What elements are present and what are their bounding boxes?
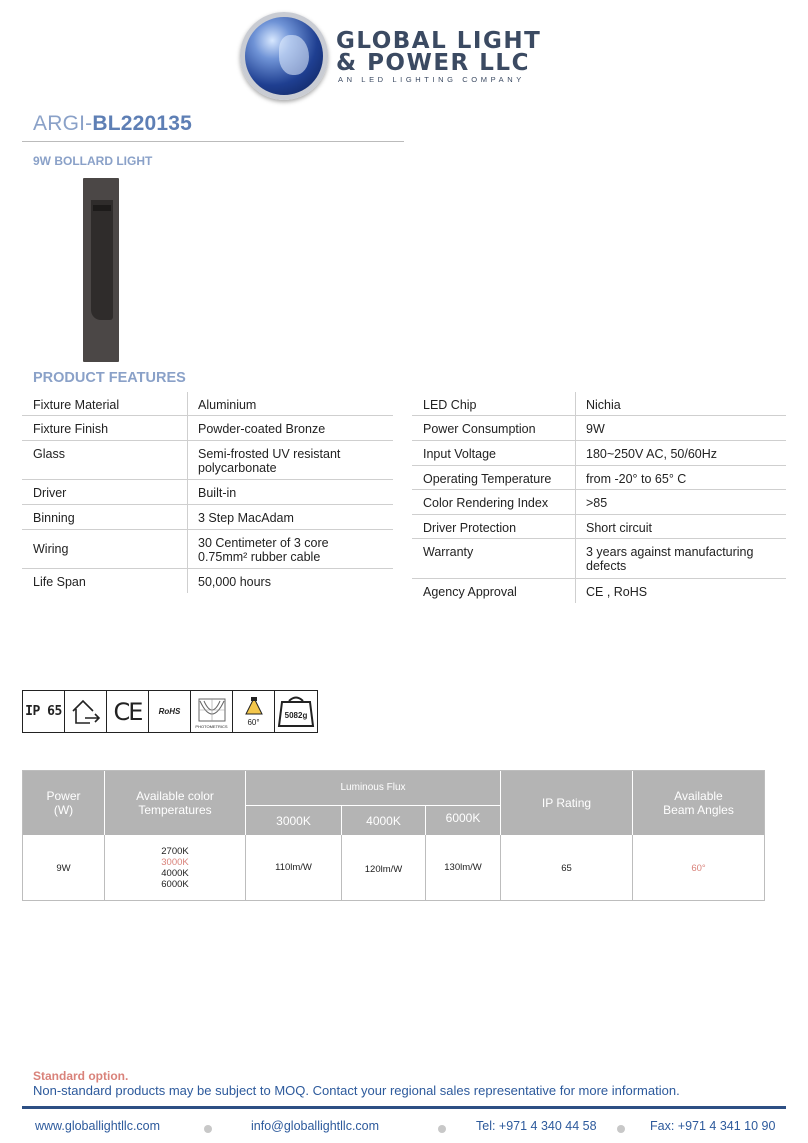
header-flux-3000: 3000K xyxy=(246,806,341,835)
features-table-right xyxy=(412,392,786,603)
feature-row: Input Voltage 180~250V AC, 50/60Hz xyxy=(412,441,786,466)
globe-icon xyxy=(240,12,328,100)
feature-row: Operating Temperature from -20° to 65° C xyxy=(412,466,786,490)
cell-color-temps: 2700K 3000K 4000K 6000K xyxy=(161,846,189,890)
outdoor-use-icon xyxy=(65,691,107,732)
cell-beam: 60° xyxy=(691,862,706,874)
feature-row: Wiring 30 Centimeter of 3 core 0.75mm² rubber cable xyxy=(22,530,393,569)
header-flux-6000: 6000K xyxy=(426,806,500,835)
header-luminous-flux: Luminous Flux xyxy=(246,771,500,805)
feature-row: Fixture Material Aluminium xyxy=(22,392,393,416)
logo-tagline: AN LED LIGHTING COMPANY xyxy=(338,75,525,84)
feature-row: Binning 3 Step MacAdam xyxy=(22,505,393,530)
weight-icon: 5082g xyxy=(275,691,317,732)
website-link[interactable]: www.globallightllc.com xyxy=(35,1119,161,1133)
product-name: 9W BOLLARD LIGHT xyxy=(33,154,153,168)
logo-line-2: & POWER LLC xyxy=(336,50,530,76)
cell-flux-4000: 120lm/W xyxy=(364,863,403,875)
photometrics-icon: PHOTOMETRICS xyxy=(191,691,233,732)
header-power: Power (W) xyxy=(23,771,104,835)
separator-dot xyxy=(438,1125,446,1133)
header-ip-rating: IP Rating xyxy=(501,771,632,835)
cell-power: 9W xyxy=(56,862,71,874)
separator-dot xyxy=(617,1125,625,1133)
cell-flux-6000: 130lm/W xyxy=(444,861,482,873)
feature-row: Driver Protection Short circuit xyxy=(412,515,786,539)
non-standard-note: Non-standard products may be subject to MOQ. Contact your regional sales representative for more information. xyxy=(33,1083,680,1098)
feature-row: Color Rendering Index >85 xyxy=(412,490,786,515)
footer-rule xyxy=(22,1106,786,1109)
separator-dot xyxy=(204,1125,212,1133)
phone-number: Tel: +971 4 340 44 58 xyxy=(476,1119,597,1133)
bollard-product-image xyxy=(83,178,119,362)
standard-option-note: Standard option. xyxy=(33,1069,129,1083)
feature-row: Fixture Finish Powder-coated Bronze xyxy=(22,416,393,441)
features-table-left xyxy=(22,392,393,593)
certification-icons xyxy=(22,690,318,733)
ce-mark-icon: CE xyxy=(107,691,149,732)
product-code: ARGI-BL220135 xyxy=(33,112,193,135)
cell-ip: 65 xyxy=(561,862,572,874)
feature-row: Power Consumption 9W xyxy=(412,416,786,441)
header-flux-4000: 4000K xyxy=(342,806,425,835)
feature-row: Agency Approval CE , RoHS xyxy=(423,585,648,599)
feature-row: Glass Semi-frosted UV resistant polycarbonate xyxy=(22,441,393,480)
feature-row: Warranty 3 years against manufacturing defects xyxy=(412,539,786,579)
header-beam-angles: Available Beam Angles xyxy=(633,771,764,835)
company-logo xyxy=(240,12,580,100)
cell-flux-3000: 110lm/W xyxy=(275,861,312,873)
feature-row: Driver Built-in xyxy=(22,480,393,505)
beam-angle-icon: 60° xyxy=(233,691,275,732)
features-heading: PRODUCT FEATURES xyxy=(33,370,186,386)
header-color-temps: Available color Temperatures xyxy=(105,771,245,835)
logo-line-1: GLOBAL LIGHT xyxy=(336,28,542,54)
spec-table xyxy=(22,770,765,901)
email-link[interactable]: info@globallightllc.com xyxy=(251,1119,380,1133)
feature-row: LED Chip Nichia xyxy=(412,392,786,416)
title-divider xyxy=(22,141,404,142)
rohs-icon: RoHS xyxy=(149,691,191,732)
feature-row: Life Span 50,000 hours xyxy=(33,575,271,589)
ip65-icon: IP 65 xyxy=(23,691,65,732)
fax-number: Fax: +971 4 341 10 90 xyxy=(650,1119,776,1133)
